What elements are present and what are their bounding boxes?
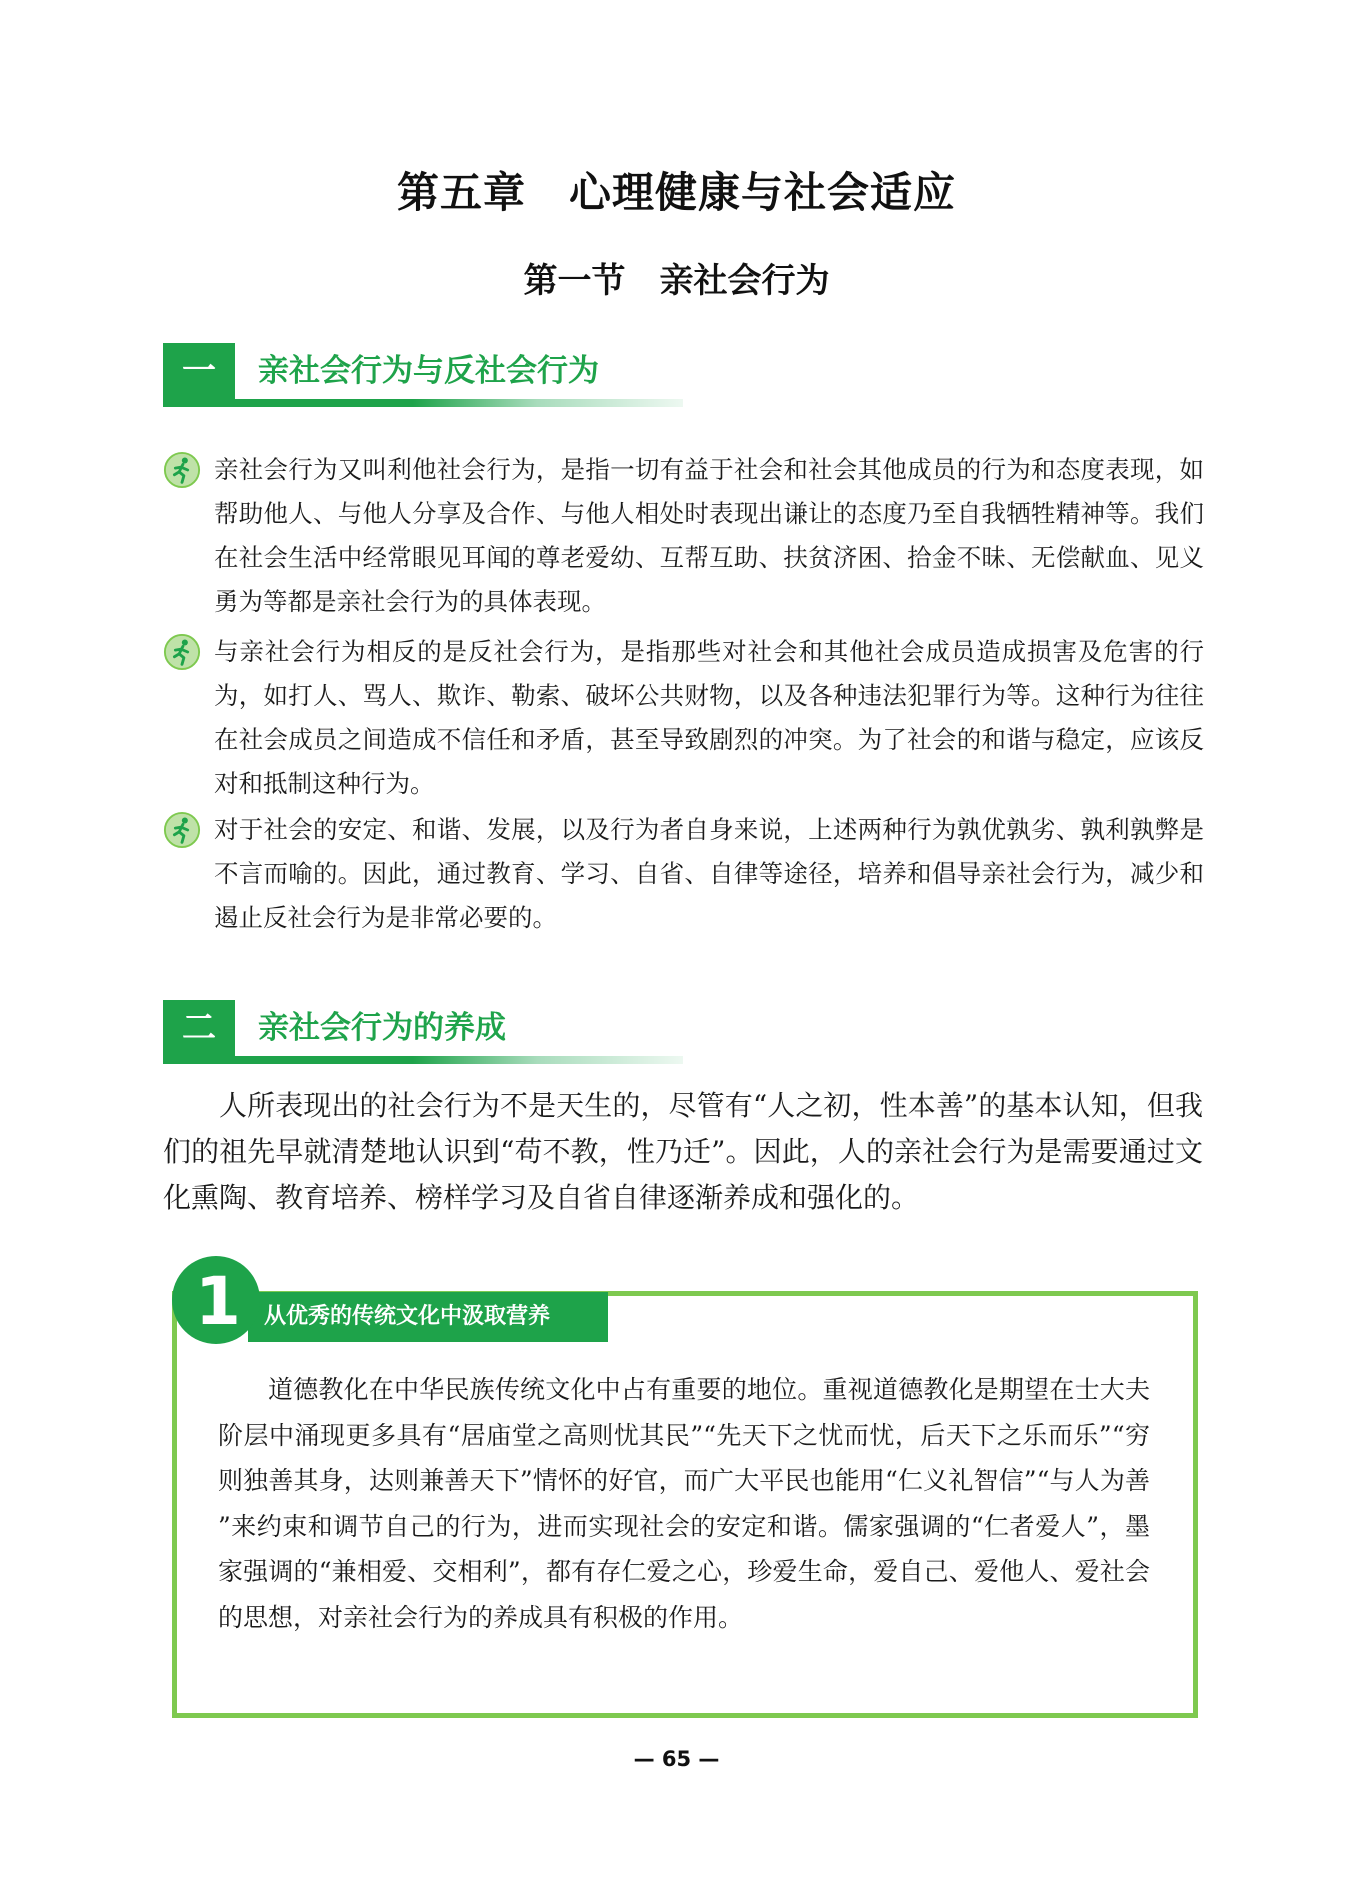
- bullet-paragraph-3: 对于社会的安定、和谐、发展，以及行为者自身来说，上述两种行为孰优孰劣、孰利孰弊是不言而喻的。因此，通过教育、学习、自省、自律等途径，培养和倡导亲社会行为，减少和遏止反社会行为是非常必要的。: [214, 815, 1204, 932]
- section-heading-2: 亲社会行为的养成: [258, 1010, 506, 1046]
- info-box-title: 从优秀的传统文化中汲取营养: [248, 1292, 608, 1342]
- banner-underline: [163, 399, 683, 407]
- section-title: 第一节 亲社会行为: [523, 261, 830, 301]
- section-banner-1: [163, 343, 683, 407]
- running-person-icon: [163, 451, 201, 489]
- banner-underline: [163, 1056, 683, 1064]
- section-banner-2: [163, 1000, 683, 1064]
- running-person-icon: [163, 633, 201, 671]
- bullet-paragraph-1: 亲社会行为又叫利他社会行为，是指一切有益于社会和社会其他成员的行为和态度表现，如帮助他人、与他人分享及合作、与他人相处时表现出谦让的态度乃至自我牺牲精神等。我们在社会生活中经常眼见耳闻的尊老爱幼、互帮互助、扶贫济困、拾金不昧、无偿献血、见义勇为等都是亲社会行为的具体表现。: [214, 455, 1204, 616]
- running-person-icon: [163, 811, 201, 849]
- info-box-paragraph: 道德教化在中华民族传统文化中占有重要的地位。重视道德教化是期望在士大夫阶层中涌现更多具有“居庙堂之高则忧其民”“先天下之忧而忧，后天下之乐而乐”“穷则独善其身，达则兼善天下”情怀的好官，而广大平民也能用“仁义礼智信”“与人为善 ”来约束和调节自己的行为，进而实现社会的安定和谐。儒家强调的“仁者爱人”，墨家强调的“兼相爱、交相利”，都有存仁爱之心，珍爱生命，爱自己、爱他人、爱社会的思想，对亲社会行为的养成具有积极的作用。: [218, 1375, 1150, 1632]
- chapter-title: 第五章 心理健康与社会适应: [396, 168, 956, 217]
- section-number-2: 二: [163, 1000, 235, 1056]
- bullet-paragraph-2: 与亲社会行为相反的是反社会行为，是指那些对社会和其他社会成员造成损害及危害的行为，如打人、骂人、欺诈、勒索、破坏公共财物，以及各种违法犯罪行为等。这种行为往往在社会成员之间造成不信任和矛盾，甚至导致剧烈的冲突。为了社会的和谐与稳定，应该反对和抵制这种行为。: [214, 637, 1204, 798]
- intro-paragraph: 人所表现出的社会行为不是天生的，尽管有“人之初，性本善”的基本认知，但我们的祖先早就清楚地认识到“苟不教，性乃迁”。因此，人的亲社会行为是需要通过文化熏陶、教育培养、榜样学习及自省自律逐渐养成和强化的。: [163, 1089, 1203, 1214]
- page-number: — 65 —: [633, 1747, 720, 1771]
- section-heading-1: 亲社会行为与反社会行为: [258, 353, 599, 389]
- svg-text:1: 1: [195, 1263, 241, 1340]
- number-badge-icon: [168, 1252, 264, 1348]
- section-number-1: 一: [163, 343, 235, 399]
